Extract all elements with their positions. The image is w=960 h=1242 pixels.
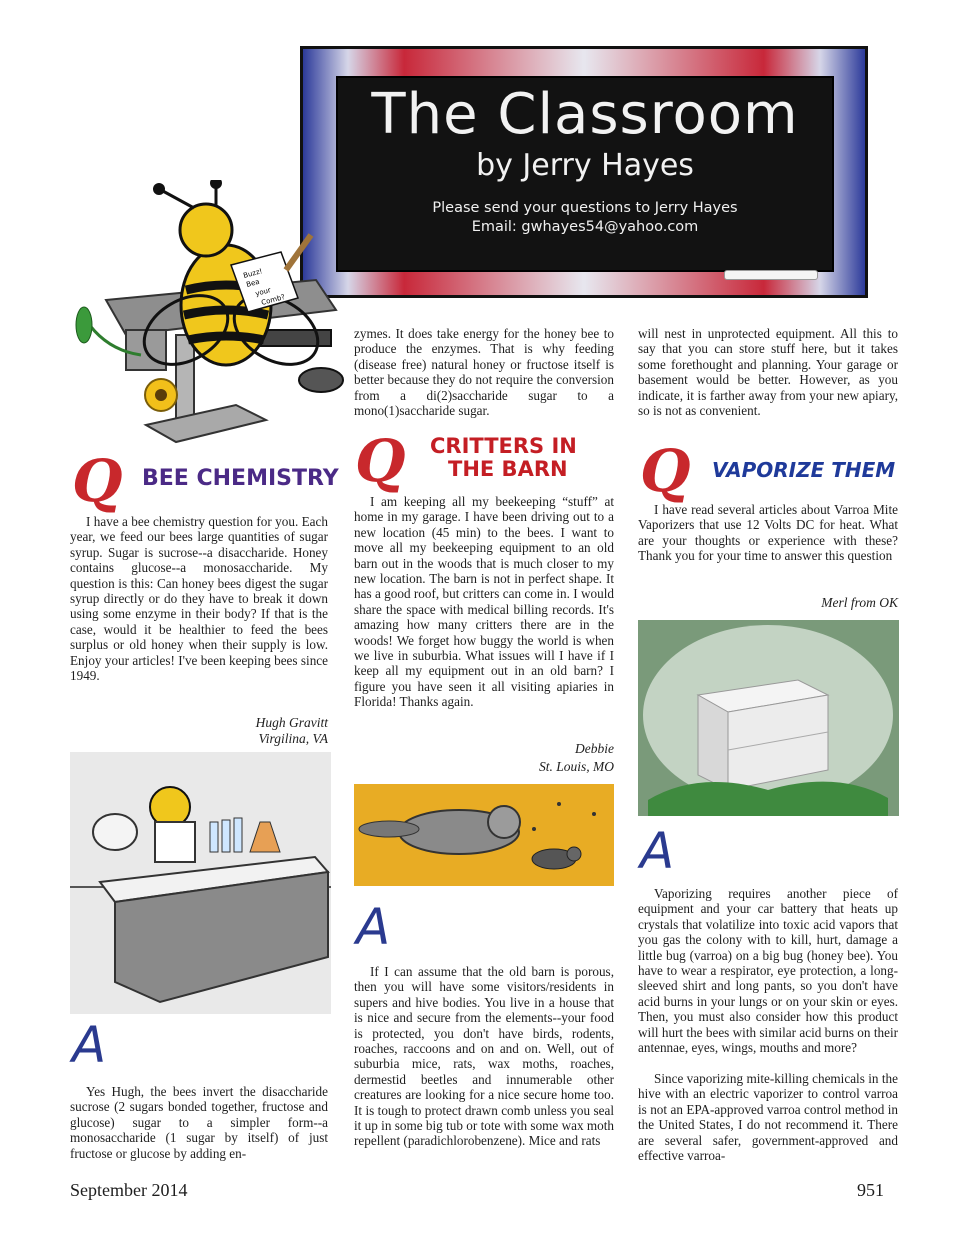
note-text: your (254, 286, 272, 298)
question-letter: Q (72, 447, 123, 515)
answer-text-paragraph2: Since vaporizing mite-killing chemicals in the hive with an electric vaporizer to control varroa is not an EPA-approved varroa control method in the United States, I do not recommend it. There are several safer, government-approved and effective varroa- (638, 1071, 898, 1164)
footer-date: September 2014 (70, 1180, 188, 1200)
bee-lab-illustration (70, 752, 331, 1014)
note-text: Comb? (260, 292, 286, 307)
note-text: Buzz! (242, 267, 264, 280)
section-heading-vaporize: VAPORIZE THEM (712, 458, 896, 482)
question-text: I have read several articles about Varroa Mite Vaporizers that use 12 Volts DC for heat. What are your thoughts or experience with these? Thank you for your time to answer this question (638, 502, 898, 564)
signature-place: St. Louis, MO (538, 759, 614, 774)
page-number: 951 (857, 1180, 884, 1200)
question-text: I have a bee chemistry question for you. Each year, we feed our bees large quantities of sugar syrup. Sugar is sucrose--a disaccharide. Honey contains glucose--a monosaccharide. My question is this: Can honey bees digest the sugar syrup directly or do they have to break it down using some enzyme in their body? If that is the case, would it be healthier to feed the bees surplus or old honey when their supply is low. Enjoy your articles! I've been keeping bees since 1949. (70, 514, 328, 684)
answer-letter: A (640, 822, 675, 880)
signature-name: Hugh Gravitt (255, 715, 328, 730)
question-letter: Q (640, 437, 691, 505)
section-heading-critters: CRITTERS IN (430, 434, 577, 458)
question-letter: Q (355, 427, 406, 495)
answer-text: Vaporizing requires another piece of equipment and your car battery that heats up crystals that volatilize into toxic acid vapors that you gas the colony with to kill, hurt, damage a little bug (varroa) on a big bug (honey bee). You have to wear a respirator, eye protection, a long-sleeved shirt and long pants, so you don't have acid burns in your lungs or on your skin or eyes. Then, you must also consider how this product will hurt the bees with similar acid burns on their antennae, eyes, wings, mouths and more? (638, 886, 898, 1056)
section-heading-bee-chemistry: BEE CHEMISTRY (142, 466, 339, 491)
answer-letter: A (356, 898, 391, 956)
contact-line: Please send your questions to Jerry Hayes (432, 200, 738, 216)
column-byline: by Jerry Hayes (476, 148, 694, 183)
answer-text: Yes Hugh, the bees invert the disaccharide sucrose (2 sugars bonded together, fructose and glucose) sugar to a simpler form--a monosaccharide (1 sugar by itself) of just fructose or glucose by adding en- (70, 1084, 328, 1161)
answer-continued-text: zymes. It does take energy for the honey bee to produce the enzymes. That is why feeding (disease free) natural honey or fructose itself is better because they do not require the conversion from a di(2)saccharide sugar to a mono(1)saccharide sugar. (354, 326, 614, 419)
signature-place: Virgilina, VA (258, 731, 328, 746)
chalkboard (336, 76, 834, 272)
question-text: I am keeping all my beekeeping “stuff” at home in my garage. I have been driving out to a new location (45 min) to the bees. I want to move all my beekeeping equipment to an old barn out in the woods that is much closer to my new location. The barn is not in perfect shape. It has a good roof, but critters can come in. I would share the space with medical billing records. It's amazing how many critters there are in the woods! We forget how buggy the world is when we live in suburbia. What issues will I have if I keep all my equipment out in an old barn? I figure you have seen it all visiting apiaries in Florida! Thanks again. (354, 494, 614, 710)
signature-name: Debbie (575, 741, 614, 756)
answer-letter: A (72, 1016, 107, 1074)
section-heading-critters-line2: THE BARN (448, 457, 568, 481)
answer-continued-text: will nest in unprotected equipment. All this to say that you can store stuff here, but it takes some forethought and planning. Your garage or basement would be better. However, as you indicate, it is farther away from your new apiary, so is not as convenient. (638, 326, 898, 419)
chalk-piece (724, 270, 818, 280)
contact-email: Email: gwhayes54@yahoo.com (471, 219, 699, 235)
column-title: The Classroom (371, 82, 799, 147)
beehive-vapor-illustration (638, 620, 899, 816)
raccoon-mouse-illustration (354, 784, 614, 886)
bee-at-desk-illustration (66, 180, 356, 450)
signature-name: Merl from OK (821, 595, 898, 610)
note-text: Bea (245, 277, 261, 289)
answer-text: If I can assume that the old barn is porous, then you will have some visitors/residents in supers and hive bodies. You live in a house that is nice and secure from the elements--your food is protected, you don't have birds, rodents, roaches, raccoons and on and on. Well, out of suburbia mice, rats, wax moths, roaches, dermestid beetles and innumerable other creatures are looking for a nice secure home too. It is tough to protect drawn comb unless you seal it up in some big tub or tote with some wax moth repellent (paradichlorobenzene). Mice and rats (354, 964, 614, 1149)
